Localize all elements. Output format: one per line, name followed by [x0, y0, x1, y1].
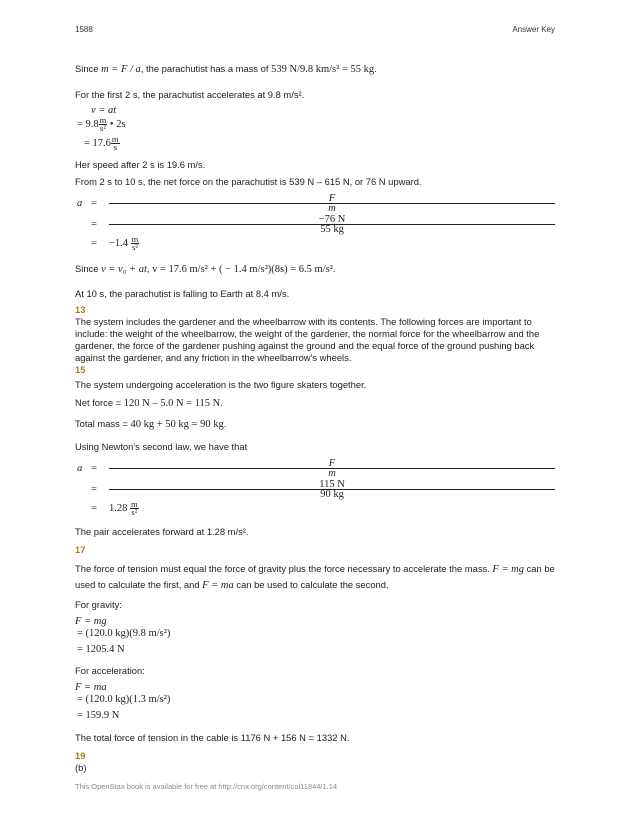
- accel-line-2: = (120.0 kg)(1.3 m/s²): [77, 694, 171, 705]
- gravity-line-3: = 1205.4 N: [77, 644, 125, 655]
- velocity-equation: [91, 105, 555, 117]
- total-mass-line: Total mass = 40 kg + 50 kg = 90 kg.: [75, 418, 227, 430]
- force-over-mass: [109, 194, 555, 213]
- velocity-line-3-unit: [111, 136, 120, 151]
- answer-13-text: The system includes the gardener and the wheelbarrow with its contents. The following forces are important to include: the weight of the wheelbarrow, the weight of the gardener, the normal force for the wheelbarrow and the gardener, the force of the gardener pushing against the ground and the equal force of the ground pushing back against the gardener, and any friction in the wheelbarrow's wheels.: [75, 316, 540, 363]
- page-number: 1588: [75, 25, 93, 34]
- acceleration-equation: [75, 682, 555, 722]
- unit-numerator: m: [131, 499, 138, 509]
- unit-numerator: m: [131, 234, 139, 244]
- period: .: [374, 63, 377, 74]
- unit-numerator: m: [99, 115, 107, 125]
- section-title: Answer Key: [512, 25, 555, 34]
- velocity-line-2-time: • 2s: [109, 118, 126, 130]
- footer-attribution: This OpenStax book is available for free at http://cnx.org/content/col11844/1.14: [75, 782, 338, 791]
- numerator: 115 N: [109, 480, 555, 490]
- velocity-line-2-unit: [99, 117, 108, 132]
- denominator: 55 kg: [320, 224, 344, 235]
- mass-formula: m = F / a: [101, 64, 141, 75]
- equals-sign: =: [91, 483, 97, 495]
- value-fraction: [109, 215, 555, 234]
- denominator: 90 kg: [320, 489, 344, 500]
- velocity-line-3: [84, 136, 555, 151]
- force-over-mass: [109, 459, 555, 478]
- since-text: Since: [75, 63, 99, 74]
- numerator: F: [109, 459, 555, 469]
- mass-paragraph: [75, 63, 555, 76]
- equals-sign: =: [91, 502, 97, 514]
- answer-15-system: The system undergoing acceleration is the two figure skaters together.: [75, 379, 367, 390]
- accel-symbol: a: [77, 462, 83, 474]
- tension-text-b: can be used to calculate the first, and: [75, 563, 555, 590]
- unit-numerator: m: [111, 134, 119, 144]
- kinematic-formula: v = v₀ + at: [101, 264, 147, 275]
- answer-19: (b): [75, 762, 87, 773]
- numerator: F: [109, 194, 555, 204]
- net-force-value: 120 N – 5.0 N = 115 N: [123, 398, 221, 409]
- since-text: Since: [75, 263, 99, 274]
- period: .: [332, 263, 336, 274]
- question-number-19: 19: [75, 750, 86, 761]
- question-number-17: 17: [75, 544, 86, 555]
- accel-formula: F = ma: [202, 580, 234, 591]
- equals-sign: =: [91, 462, 97, 474]
- unit-denominator: s²: [100, 123, 106, 133]
- velocity-line-1: v = at: [91, 105, 117, 116]
- unit-denominator: s: [113, 142, 117, 152]
- tension-paragraph: [75, 561, 555, 593]
- accel-line-1: F = ma: [75, 682, 107, 693]
- gravity-line-2: = (120.0 kg)(9.8 m/s²): [77, 628, 171, 639]
- mass-value: 539 N/9.8 km/s² = 55 kg: [271, 64, 375, 75]
- accel-line-3: = 159.9 N: [77, 710, 120, 721]
- first-2s-paragraph: For the first 2 s, the parachutist accelerates at 9.8 m/s².: [75, 89, 305, 100]
- gravity-label: For gravity:: [75, 599, 122, 610]
- equals-sign: =: [91, 218, 97, 230]
- kinematic-calculation: v = 17.6 m/s² + ( − 1.4 m/s²)(8s) = 6.5 m/s²: [152, 264, 333, 275]
- result-unit: [131, 236, 140, 251]
- answer-key-content: [75, 58, 555, 774]
- net-force-label: Net force =: [75, 397, 122, 408]
- total-tension-paragraph: The total force of tension in the cable is 1176 N + 156 N = 1332 N.: [75, 732, 350, 743]
- gravity-formula: F = mg: [492, 564, 524, 575]
- deceleration-equation: [77, 194, 555, 251]
- skater-accel-equation: [77, 459, 555, 516]
- question-number-13: 13: [75, 304, 86, 315]
- accel-label: For acceleration:: [75, 665, 145, 676]
- denominator: m: [328, 468, 336, 479]
- net-force-line: Net force = 120 N – 5.0 N = 115 N.: [75, 397, 223, 409]
- pair-accel-paragraph: The pair accelerates forward at 1.28 m/s².: [75, 526, 249, 537]
- tension-text-a: The force of tension must equal the force of gravity plus the force necessary to accelerate the mass.: [75, 563, 490, 574]
- newton-law-line: Using Newton's second law, we have that: [75, 441, 248, 452]
- result-value: 1.28: [109, 502, 128, 514]
- total-mass-value: 40 kg + 50 kg = 90 kg: [130, 419, 224, 430]
- gravity-line-1: F = mg: [75, 616, 107, 627]
- velocity-line-3-value: = 17.6: [84, 137, 111, 149]
- denominator: m: [328, 203, 336, 214]
- comma: ,: [146, 263, 150, 274]
- result-value: −1.4: [109, 237, 129, 249]
- velocity-line-2-value: = 9.8: [77, 118, 99, 130]
- final-velocity-paragraph: [75, 263, 555, 276]
- equals-sign: =: [91, 237, 97, 249]
- velocity-line-2: [77, 117, 555, 132]
- value-fraction: [109, 480, 555, 499]
- skater-accel-result: [109, 501, 555, 516]
- gravity-equation: [75, 616, 555, 656]
- question-number-15: 15: [75, 364, 86, 375]
- unit-denominator: s²: [131, 507, 138, 517]
- falling-speed-paragraph: At 10 s, the parachutist is falling to Earth at 8.4 m/s.: [75, 288, 290, 299]
- total-mass-label: Total mass =: [75, 418, 128, 429]
- unit-denominator: s²: [132, 242, 138, 252]
- numerator: −76 N: [109, 215, 555, 225]
- tension-text-c: can be used to calculate the second.: [236, 579, 389, 590]
- accel-symbol: a: [77, 197, 83, 209]
- result-unit: [130, 501, 139, 516]
- speed-paragraph: Her speed after 2 s is 19.6 m/s.: [75, 159, 206, 170]
- equals-sign: =: [91, 197, 97, 209]
- net-force-paragraph: From 2 s to 10 s, the net force on the parachutist is 539 N – 615 N, or 76 N upward.: [75, 176, 422, 187]
- deceleration-result: [109, 236, 555, 251]
- mass-text: , the parachutist has a mass of: [140, 63, 269, 74]
